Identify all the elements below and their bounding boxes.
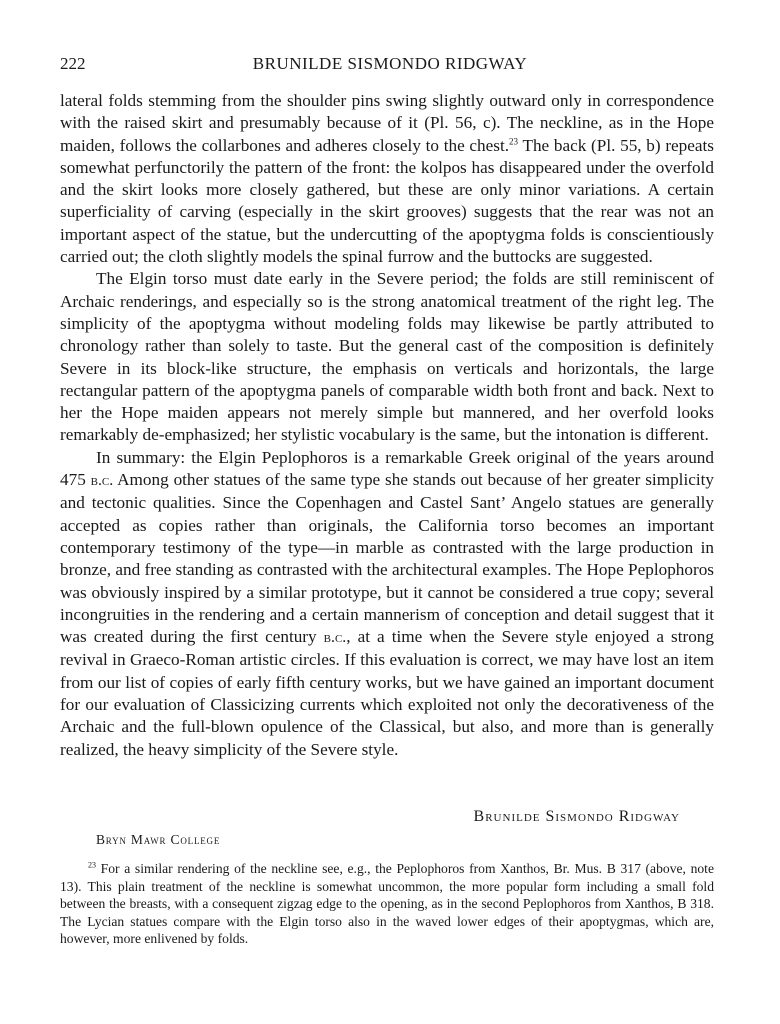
paragraph-2: The Elgin torso must date early in the Severe period; the folds are still reminiscent of Archaic renderings, and especially so is the strong anatomical treatment of the right leg. The simplicity of the apoptygma without modeling folds may likewise be partly attributed to chronology rather than solely to taste. But the general cast of the composition is definitely Severe in its block-like structure, the emphasis on verticals and horizontals, the large rectangular pattern of the apoptygma panels of comparable width both front and back. Next to her the Hope maiden appears not merely simple but mannered, and her overfold looks remarkably de-emphasized; her stylistic vocabulary is the same, but the intonation is different.: [60, 269, 714, 445]
paragraph-3: [60, 447, 714, 761]
footnote-23: [60, 860, 714, 948]
page-number: 222: [60, 54, 86, 73]
footnote-number: 23: [88, 860, 96, 870]
paragraph-3-text-b: Among other statues of the same type she stands out because of her greater simplicity and tectonic qualities. Since the Copenhagen and Castel Sant’ Angelo statues are generally accepted as copies rather than originals, the California torso becomes an important contemporary testimony of the type—in marble as contrasted with the large production in bronze, and free standing as contrasted with the architectural examples. The Hope Peplophoros was obviously inspired by a similar prototype, but it cannot be considered a true copy; several incongruities in the rendering and a certain mannerism of conception and detail suggest that it was created during the first century: [60, 470, 714, 647]
running-head: [60, 54, 720, 78]
paragraph-1-text-a: lateral folds stemming from the shoulder pins swing slightly outward only in correspondence with the raised skirt and presumably because of it (Pl. 56, c). The neckline, as in the Hope maiden, follows the collarbones and adheres closely to the chest.: [60, 91, 714, 155]
author-signature: Brunilde Sismondo Ridgway: [473, 808, 680, 825]
era-abbreviation-2: b.c.: [323, 629, 347, 647]
author-affiliation: Bryn Mawr College: [96, 832, 221, 847]
footnote-marker-23: 23: [509, 135, 519, 146]
paragraph-3-text-c: , at a time when the Severe style enjoyed a strong revival in Graeco-Roman artistic circles. If this evaluation is correct, we may have lost an item from our list of copies of early fifth century works, but we have gained an important document for our evaluation of Classicizing currents which exploited not only the decorativeness of the Archaic and the full-blown opulence of the Classical, but also, and more than is generally realized, the heavy simplicity of the Severe style.: [60, 627, 714, 759]
running-title: BRUNILDE SISMONDO RIDGWAY: [252, 54, 528, 73]
article-body: [60, 90, 714, 761]
footnote: [60, 860, 714, 948]
footnote-text: For a similar rendering of the neckline see, e.g., the Peplophoros from Xanthos, Br. Mus. B 317 (above, note 13). This plain treatment of the neckline is somewhat uncommon, the more popular form including a small fold between the breasts, with a consequent zigzag edge to the opening, as in the second Peplophoros from Xanthos, B 318. The Lycian statues compare with the Elgin torso also in the waved lower edges of their apoptygmas, which are, however, more enlivened by folds.: [60, 861, 714, 946]
era-abbreviation-1: b.c.: [90, 472, 114, 490]
paragraph-3-text-a: In summary: the Elgin Peplophoros is a remarkable Greek original of the years around 475: [60, 447, 714, 490]
paragraph-1-text-b: The back (Pl. 55, b) repeats somewhat perfunctorily the pattern of the front: the kolpos has disappeared under the overfold and the skirt looks more closely gathered, but these are only minor variations. A certain superficiality of carving (especially in the skirt grooves) suggests that the rear was not an important aspect of the statue, but the undercutting of the apoptygma folds is conscientiously carried out; the cloth slightly models the spinal furrow and the buttocks are suggested.: [60, 135, 714, 267]
paragraph-1: [60, 90, 714, 268]
